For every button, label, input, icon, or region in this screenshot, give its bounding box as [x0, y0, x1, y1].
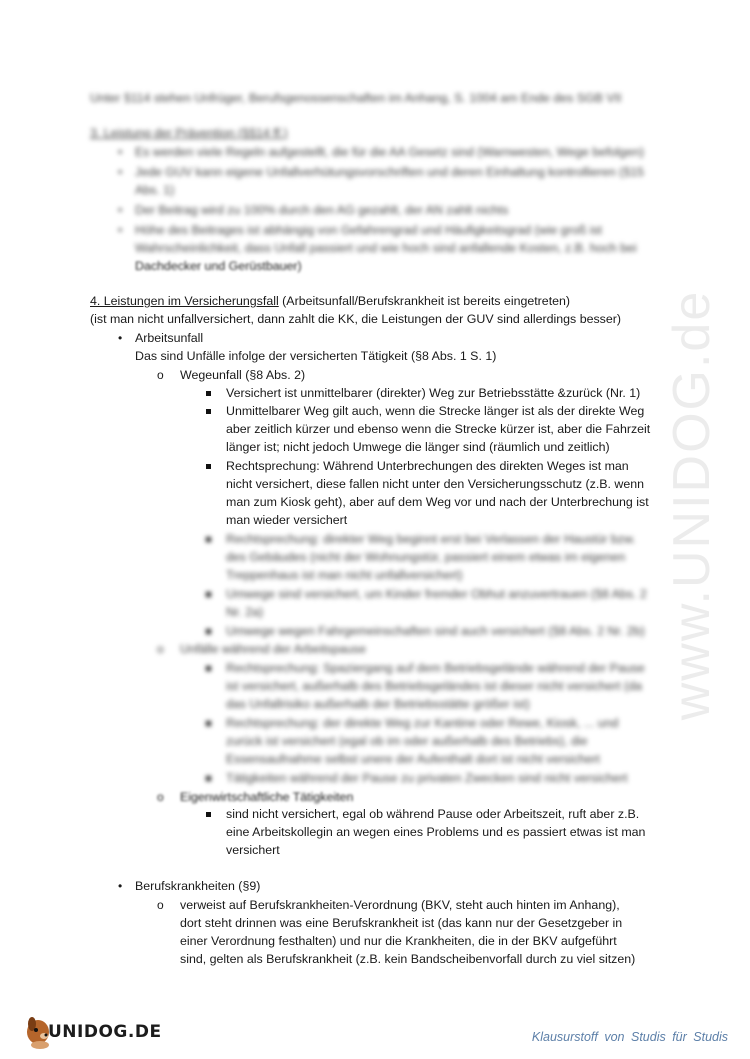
section3-heading: 3. Leistung der Prävention (§§14 ff.) — [90, 126, 288, 140]
blurred-line: Tätigkeiten während der Pause zu privaten Zwecken sind nicht versichert — [226, 771, 628, 785]
wege-point-2-cont: länger ist; nicht jedoch Umwege die länger sind (räumlich und zeitlich) — [226, 440, 610, 454]
blurred-line: Rechtsprechung: der direkte Weg zur Kantine oder Rewe, Kiosk, ... und — [226, 716, 619, 730]
blurred-line: Rechtsprechung: direkter Weg beginnt erst bei Verlassen der Haustür bzw. — [226, 532, 636, 546]
square-bullet-icon — [206, 776, 211, 781]
arbeitsunfall-desc: Das sind Unfälle infolge der versicherten Tätigkeit (§8 Abs. 1 S. 1) — [135, 349, 497, 363]
blurred-line: Es werden viele Regeln aufgestellt, die für die AA Gesetz sind (Warnwesten, Wege befolgen) — [135, 145, 644, 159]
blurred-line: Treppenhaus ist man nicht unfallversichert) — [226, 568, 463, 582]
bullet-icon: • — [118, 879, 123, 893]
wege-point-3-cont: man wieder versichert — [226, 513, 348, 527]
section4-heading: 4. Leistungen im Versicherungsfall — [90, 294, 279, 308]
berufs-line: einer Verordnung festhalten) und nur die Krankheiten, die in der BKV aufgeführt — [180, 934, 617, 948]
wege-point-1: Versichert ist unmittelbarer (direkter) Weg zur Betriebsstätte &zurück (Nr. 1) — [226, 386, 641, 400]
section4-note: (ist man nicht unfallversichert, dann zahlt die KK, die Leistungen der GUV sind allerdings besser) — [90, 312, 622, 326]
blurred-line: Umwege wegen Fahrgemeinschaften sind auch versichert (§8 Abs. 2 Nr. 2b) — [226, 624, 645, 638]
square-bullet-icon — [206, 464, 211, 469]
blurred-line: Umwege sind versichert, um Kinder fremder Obhut anzuvertrauen (§8 Abs. 2 — [226, 587, 647, 601]
blurred-line: das Unfallrisiko außerhalb der Betriebsstätte größer ist) — [226, 697, 530, 711]
wegeunfall-title: Wegeunfall (§8 Abs. 2) — [180, 368, 306, 382]
square-bullet-icon — [206, 629, 211, 634]
blurred-line: Wahrscheinlichkeit, dass Unfall passiert und wie hoch sind anfallende Kosten, z.B. hoch bei — [135, 241, 637, 255]
berufs-line: verweist auf Berufskrankheiten-Verordnung (BKV, steht auch hinten im Anhang), — [180, 898, 620, 912]
bullet-icon: • — [118, 145, 123, 159]
wege-point-3: Rechtsprechung: Während Unterbrechungen des direkten Weges ist man — [226, 459, 629, 473]
eigen-line: eine Arbeitskollegin an wegen eines Problems und es passiert etwas ist man — [226, 825, 646, 839]
wege-point-3-cont: nicht versichert, diese fallen nicht unter den Versicherungsschutz (z.B. wenn — [226, 477, 645, 491]
blurred-line: Der Beitrag wird zu 100% durch den AG gezahlt, der AN zahlt nichts — [135, 203, 509, 217]
square-bullet-icon — [206, 409, 211, 414]
eigen-line: versichert — [226, 843, 280, 857]
bullet-icon: • — [118, 223, 123, 237]
blurred-line: Höhe des Beitrages ist abhängig von Gefahrengrad und Häufigkeitsgrad (wie groß ist — [135, 223, 602, 237]
footer-tagline: Klausurstoff von Studis für Studis — [531, 1030, 728, 1044]
square-bullet-icon — [206, 537, 211, 542]
eigen-title: Eigenwirtschaftliche Tätigkeiten — [180, 790, 354, 804]
watermark-text: www.UNIDOG.de — [663, 289, 721, 721]
section4-heading-line — [90, 292, 570, 310]
wege-point-3-cont: man zum Kiosk geht), aber auf dem Weg vor und nach der Unterbrechung ist — [226, 495, 649, 509]
circle-bullet-icon: o — [157, 642, 164, 656]
square-bullet-icon — [206, 391, 211, 396]
blurred-line: Essensaufnahme selbst unere der Aufenthalt dort ist nicht versichert — [226, 752, 600, 766]
square-bullet-icon — [206, 666, 211, 671]
berufs-line: dort steht drinnen was eine Berufskrankheit ist (das kann nur der Gesetzgeber in — [180, 916, 623, 930]
blurred-line: Jede GUV kann eigene Unfallverhütungsvorschriften und deren Einhaltung kontrollieren (§15 — [135, 165, 645, 179]
circle-bullet-icon: o — [157, 790, 164, 804]
berufs-line: sind, gelten als Berufskrankheit (z.B. kein Bandscheibenvorfall durch zu viel sitzen) — [180, 952, 636, 966]
arbeitsunfall-title: Arbeitsunfall — [135, 331, 204, 345]
eigen-line: sind nicht versichert, egal ob während Pause oder Arbeitszeit, ruft aber z.B. — [226, 807, 640, 821]
blurred-line: zurück ist versichert (egal ob im oder außerhalb des Betriebs), die — [226, 734, 588, 748]
wege-point-2-cont: aber zeitlich kürzer und ebenso wenn die Strecke kürzer ist, aber die Fahrzeit — [226, 422, 651, 436]
watermark — [652, 270, 732, 740]
blurred-line: Nr. 2a) — [226, 605, 264, 619]
logo-text: UNIDOG.DE — [48, 1022, 162, 1042]
square-bullet-icon — [206, 721, 211, 726]
circle-bullet-icon: o — [157, 898, 164, 912]
blurred-line: Rechtsprechung: Spaziergang auf dem Betriebsgelände während der Pause — [226, 661, 645, 675]
blurred-line: Unfälle während der Arbeitspause — [180, 642, 366, 656]
berufs-title: Berufskrankheiten (§9) — [135, 879, 261, 893]
section4-heading-rest: (Arbeitsunfall/Berufskrankheit ist bereits eingetreten) — [278, 294, 571, 308]
blurred-line: ist versichert, außerhalb des Betriebsgeländes ist dieser nicht versichert (da — [226, 679, 642, 693]
circle-bullet-icon: o — [157, 368, 164, 382]
wege-point-2: Unmittelbarer Weg gilt auch, wenn die Strecke länger ist als der direkte Weg — [226, 404, 645, 418]
intro-line: Unter §114 stehen Unfrüger, Berufsgenossenschaften im Anhang, S. 1004 am Ende des SGB VII — [90, 91, 622, 105]
blurred-line: Abs. 1) — [135, 183, 175, 197]
bullet-icon: • — [118, 165, 123, 179]
bullet-icon: • — [118, 331, 123, 345]
blurred-line: des Gebäudes (nicht der Wohnungstür, passiert einem etwas im eigenen — [226, 550, 626, 564]
square-bullet-icon — [206, 812, 211, 817]
square-bullet-icon — [206, 592, 211, 597]
blurred-line: Dachdecker und Gerüstbauer) — [135, 259, 302, 273]
bullet-icon: • — [118, 203, 123, 217]
